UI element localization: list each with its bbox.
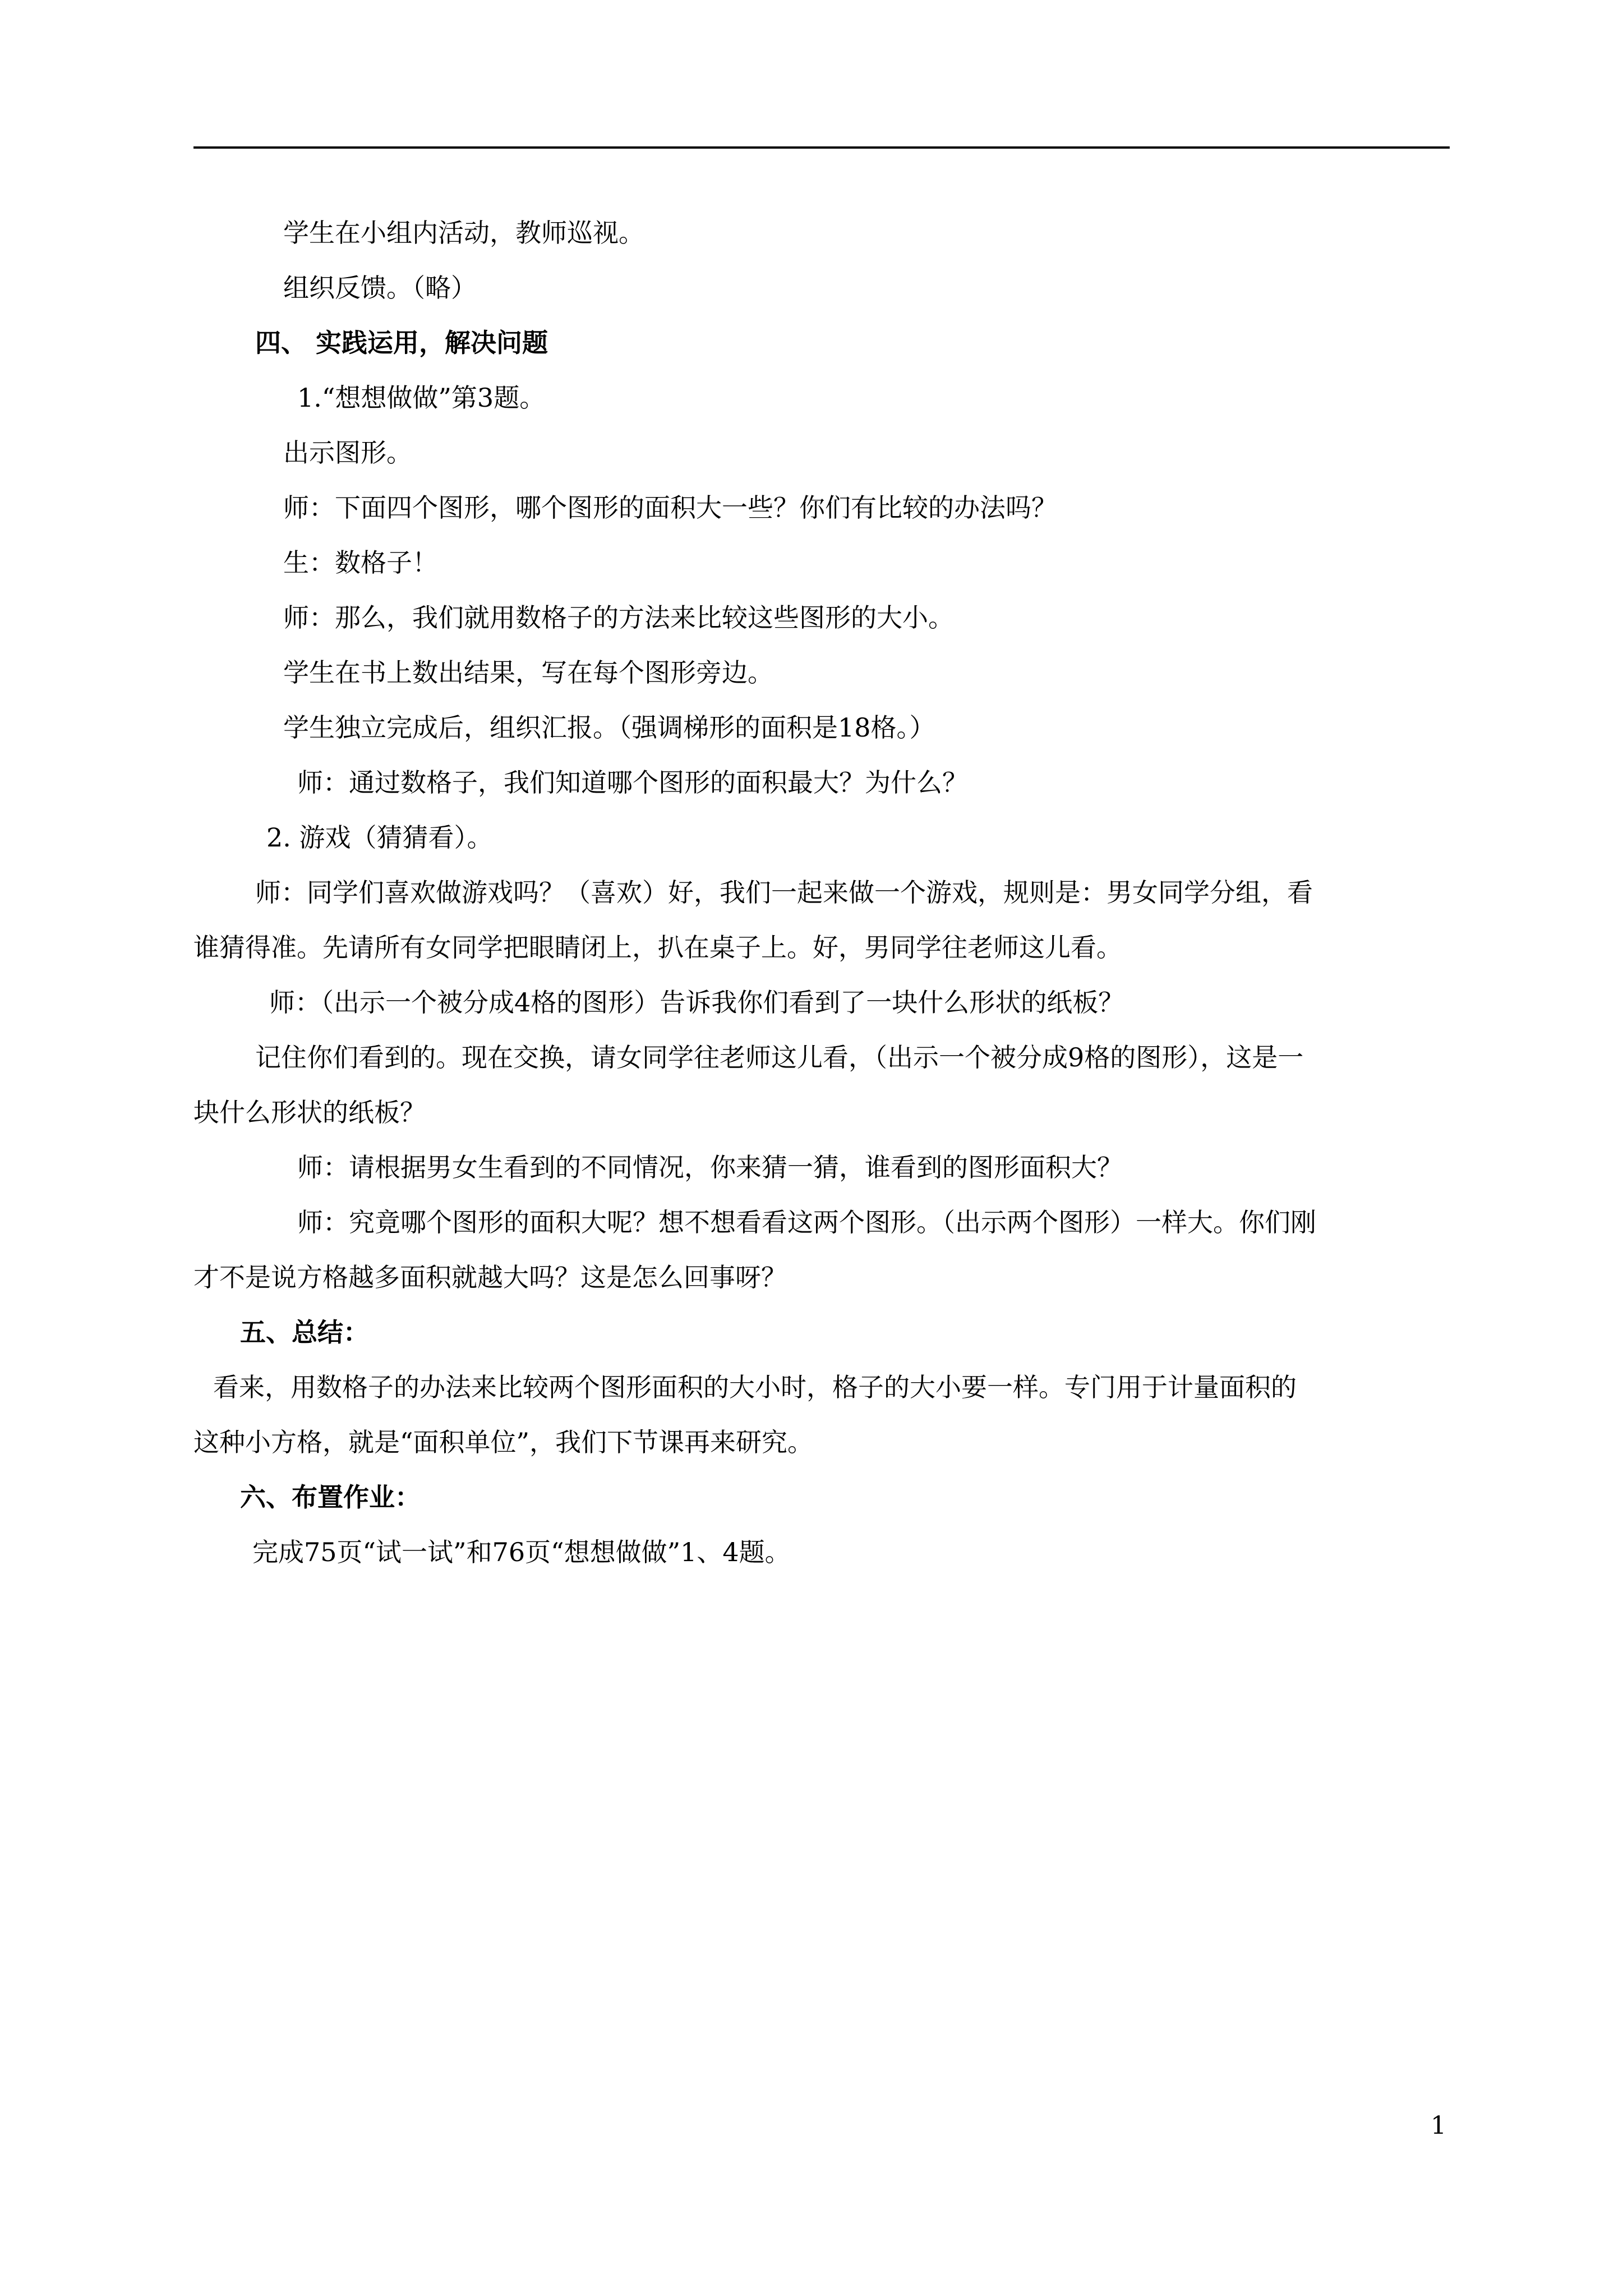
text-line: 完成75页“试一试”和76页“想想做做”1、4题。 [252,1537,791,1567]
text-line: 师：究竟哪个图形的面积大呢？想不想看看这两个图形。（出示两个图形）一样大。你们刚 [297,1207,1316,1237]
header-rule [193,146,1450,149]
text-line: 学生独立完成后，组织汇报。（强调梯形的面积是18格。） [283,712,935,743]
text-line: 生：数格子！ [283,547,438,578]
text-line: 师：（出示一个被分成4格的图形）告诉我你们看到了一块什么形状的纸板？ [269,987,1124,1018]
text-line: 师：同学们喜欢做游戏吗？（喜欢）好，我们一起来做一个游戏，规则是：男女同学分组，看 [255,877,1313,908]
text-line: 才不是说方格越多面积就越大吗？这是怎么回事呀？ [193,1262,787,1292]
text-line: 师：请根据男女生看到的不同情况，你来猜一猜，谁看到的图形面积大？ [297,1152,1123,1182]
text-line: 块什么形状的纸板？ [193,1097,426,1128]
text-line: 谁猜得准。先请所有女同学把眼睛闭上，扒在桌子上。好，男同学往老师这儿看。 [193,932,1122,963]
text-line: 2. 游戏（猜猜看）。 [266,822,493,853]
text-line: 这种小方格，就是“面积单位”，我们下节课再来研究。 [193,1427,814,1457]
text-line: 记住你们看到的。现在交换，请女同学往老师这儿看，（出示一个被分成9格的图形），这是一 [255,1042,1304,1073]
page-number: 1 [1431,2111,1446,2140]
text-line: 学生在书上数出结果，写在每个图形旁边。 [283,657,773,688]
section-heading: 四、 实践运用，解决问题 [255,328,548,358]
text-line: 师：下面四个图形，哪个图形的面积大一些？你们有比较的办法吗？ [283,493,1057,523]
section-heading: 六、布置作业： [240,1482,421,1512]
text-line: 师：通过数格子，我们知道哪个图形的面积最大？为什么？ [297,767,968,798]
text-line: 组织反馈。（略） [283,273,477,303]
section-heading: 五、总结： [240,1317,369,1347]
text-line: 学生在小组内活动，教师巡视。 [283,218,644,248]
text-line: 看来，用数格子的办法来比较两个图形面积的大小时，格子的大小要一样。专门用于计量面积的 [213,1372,1297,1402]
text-line: 师：那么，我们就用数格子的方法来比较这些图形的大小。 [283,602,954,633]
text-line: 1.“想想做做”第3题。 [297,383,546,413]
text-line: 出示图形。 [283,438,412,468]
